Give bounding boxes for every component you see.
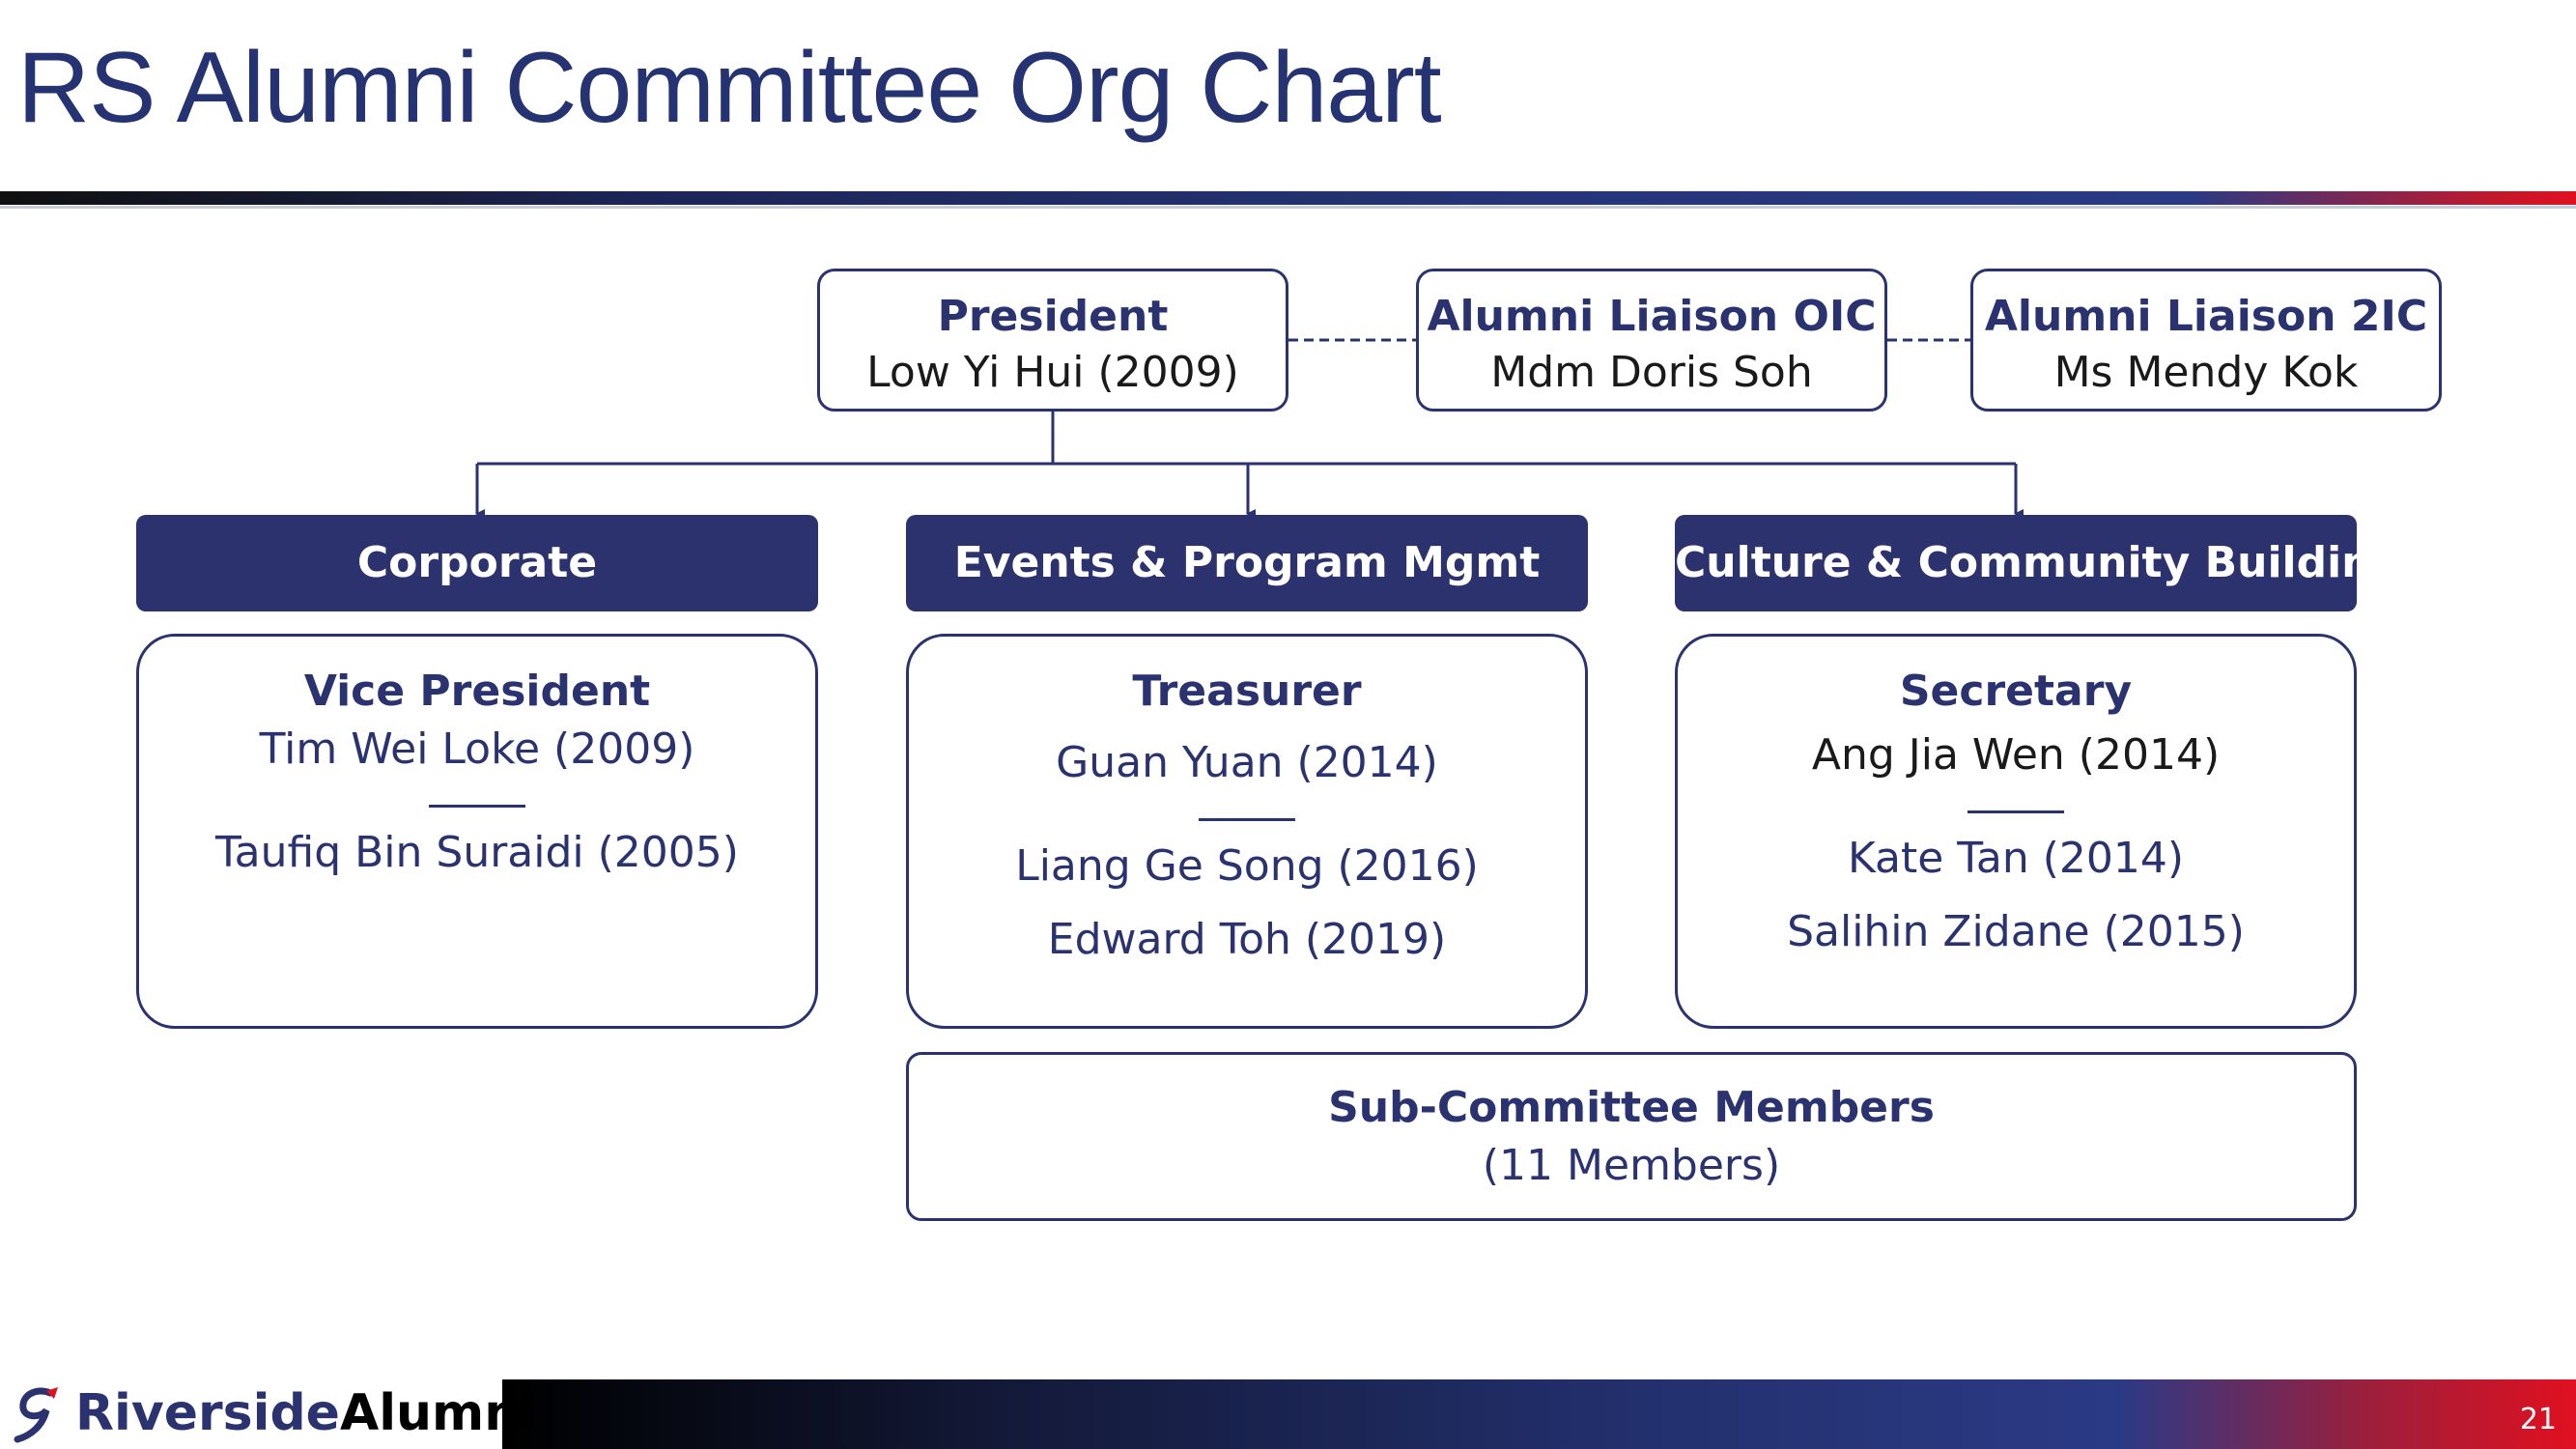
treasurer-name: Guan Yuan (2014): [1056, 738, 1438, 787]
member-name: Salihin Zidane (2015): [1787, 907, 2245, 956]
alumni-liaison-2ic-name: Ms Mendy Kok: [2053, 348, 2359, 397]
subcommittee-title: Sub-Committee Members: [1328, 1083, 1935, 1132]
separator: [429, 805, 525, 808]
footer-logo-text: [75, 1383, 537, 1443]
separator: [1199, 818, 1295, 821]
events-header: Events & Program Mgmt: [906, 515, 1588, 611]
riverside-logo-icon: [8, 1383, 71, 1447]
alumni-liaison-oic-name: Mdm Doris Soh: [1490, 348, 1813, 397]
logo-primary: Riverside: [75, 1384, 340, 1442]
culture-header: Culture & Community Building: [1675, 515, 2357, 611]
page-title: RS Alumni Committee Org Chart: [17, 32, 1441, 144]
subcommittee-count: (11 Members): [1482, 1141, 1781, 1190]
secretary-name: Ang Jia Wen (2014): [1811, 730, 2221, 780]
culture-panel: [1675, 634, 2357, 1029]
president-box: [817, 269, 1288, 412]
logo-secondary: Alumni: [339, 1384, 538, 1442]
member-name: Edward Toh (2019): [1047, 915, 1447, 964]
alumni-liaison-2ic-role: Alumni Liaison 2IC: [1984, 292, 2428, 341]
president-role: President: [937, 292, 1169, 341]
secretary-role: Secretary: [1899, 667, 2133, 716]
subcommittee-box: [906, 1052, 2357, 1221]
president-name: Low Yi Hui (2009): [866, 348, 1239, 397]
alumni-liaison-oic-role: Alumni Liaison OIC: [1427, 292, 1877, 341]
alumni-liaison-2ic-box: [1970, 269, 2442, 412]
member-name: Taufiq Bin Suraidi (2005): [215, 828, 739, 877]
separator: [1967, 810, 2064, 813]
vice-president-name: Tim Wei Loke (2009): [259, 724, 695, 774]
treasurer-role: Treasurer: [1132, 667, 1362, 716]
page-number: 21: [2519, 1403, 2557, 1436]
footer-bar: [502, 1379, 2576, 1449]
vice-president-role: Vice President: [303, 667, 651, 716]
events-panel: [906, 634, 1588, 1029]
corporate-header: Corporate: [136, 515, 818, 611]
corporate-panel: [136, 634, 818, 1029]
member-name: Liang Ge Song (2016): [1015, 841, 1479, 891]
alumni-liaison-oic-box: [1416, 269, 1887, 412]
member-name: Kate Tan (2014): [1847, 834, 2185, 883]
